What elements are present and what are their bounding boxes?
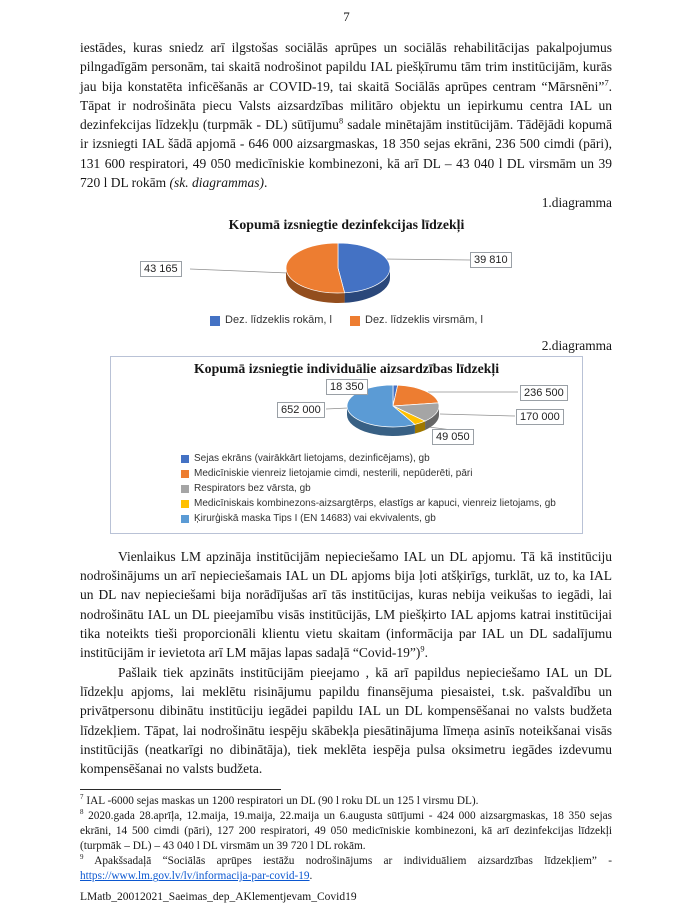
footnote-9: $^9$ Apakšsadaļā “Sociālās aprūpes iestāžu nodrošinājums ar individuāliem aizsardzības līdzekļiem” - https://www.lm.gov.lv/lv/informacija-par-covid-19. xyxy=(80,853,612,883)
chart-1-title: Kopumā izsniegtie dezinfekcijas līdzekļi xyxy=(228,217,465,233)
legend-label: Dez. līdzeklis rokām, l xyxy=(225,314,332,327)
legend-label: Dez. līdzeklis virsmām, l xyxy=(365,314,483,327)
legend-label: Sejas ekrāns (vairākkārt lietojams, dezinficējams), gb xyxy=(194,452,430,464)
data-label-respirators: 170 000 xyxy=(516,409,564,425)
leader-line xyxy=(440,414,515,416)
legend-swatch-icon xyxy=(181,485,189,493)
data-label-maska: 652 000 xyxy=(277,402,325,418)
legend-item-maska xyxy=(181,512,578,526)
chart-2-title: Kopumā izsniegtie individuālie aizsardzības līdzekļi xyxy=(193,360,500,376)
chart-1-disinfectants xyxy=(110,213,583,335)
legend-item-sejas-ekrans xyxy=(181,452,578,466)
chart-2-legend xyxy=(111,449,582,533)
lm-covid-link[interactable]: https://www.lm.gov.lv/lv/informacija-par-covid-19 xyxy=(80,870,310,883)
chart-2-plot-area xyxy=(111,379,582,449)
legend-label: Respirators bez vārsta, gb xyxy=(194,482,311,494)
chart-2-protective-equipment xyxy=(110,356,583,534)
legend-item-dl-virsmam xyxy=(350,314,483,328)
footnote-separator xyxy=(80,789,281,790)
legend-item-kombinezons xyxy=(181,497,578,511)
legend-item-cimdi xyxy=(181,467,578,481)
leader-line xyxy=(190,269,288,273)
leader-line xyxy=(326,408,348,409)
data-label-cimdi: 236 500 xyxy=(520,385,568,401)
chart-1-plot-area xyxy=(110,235,583,309)
data-label-dl-virsmam: 43 165 xyxy=(140,261,182,277)
page-content xyxy=(0,25,693,884)
document-id-footer: LMatb_20012021_Saeimas_dep_AKlementjevam_Covid19 xyxy=(80,891,357,903)
legend-label: Medicīniskais kombinezons-aizsargtērps, elastīgs ar kapuci, vienreiz lietojams, gb xyxy=(194,497,556,509)
data-label-dl-rokam: 39 810 xyxy=(470,252,512,268)
footnote-7: $^7$ IAL -6000 sejas maskas un 1200 respiratori un DL (90 l roku DL un 125 l virsmu DL). xyxy=(80,793,479,808)
footnote-8: $^8$ 2020.gada 28.aprīļa, 12.maija, 19.maija, 22.maija un 6.augusta sūtījumi - 424 000 aizsargmaskas, 18 350 sejas ekrāni, 14 500 cimdi (pāri), 127 200 respiratori, 49 050 medicīniskie kombinezoni, kā arī dezinfekcijas līdzekļi (turpmāk – DL) – 43 040 l DL virsmām un 39 720 l DL rokām. xyxy=(80,808,612,853)
leader-line xyxy=(383,259,470,260)
pie-slice xyxy=(393,385,438,406)
paragraph-3: Pašlaik tiek apzināts institūcijām pieejamo , kā arī papildus nepieciešamo IAL un DL līdzekļu apjoms, lai meklētu risinājumu papildu finansējuma piesaistei, t.sk. pašvaldību un privātpersonu dibinātu institūciju iegādei papildu IAL un DL kompensēšanai no valsts budžeta līdzekļiem. Tāpat, lai nodrošinātu iespēju skābekļa piesātinājuma līmeņa asinīs noteikšanai visās institūcijās (neatkarīgi no dibinātāja), tiek meklēta iespēja pulsa oksimetru iegādes izdevumu kompensēšanai no valsts budžeta. xyxy=(80,664,612,777)
data-label-kombinezons: 49 050 xyxy=(432,429,474,445)
legend-swatch-icon xyxy=(181,500,189,508)
legend-label: Ķirurģiskā maska Tips I (EN 14683) vai ekvivalents, gb xyxy=(194,512,436,524)
diagram-1-label: 1.diagramma xyxy=(541,195,612,211)
legend-swatch-icon xyxy=(181,455,189,463)
page-number: 7 xyxy=(343,9,350,24)
paragraph-2: Vienlaikus LM apzināja institūcijām nepieciešamo IAL un DL apjomu. Tā kā institūciju nodrošinājums un arī nepieciešamais IAL un DL apjoms bija ļoti atšķirīgs, turklāt, uz to, ka IAL un DL nav nepieciešami bija norādījušas arī tās institūcijas, kuras nebija veikušas to iegādi, lai nodrošinātu IAL un DL pieejamību visās institūcijās, LM piešķirto IAL apjoms katrai institūcijai tika noteikts tieši proporcionāli klientu vietu skaitam (informācija par IAL un DL sadalījumu institūcijām ir ievietota arī LM mājas lapas sadaļā “Covid-19”)$^9$. xyxy=(80,548,612,661)
data-label-sejas-ekrans: 18 350 xyxy=(326,379,368,395)
legend-label: Medicīniskie vienreiz lietojamie cimdi, nesterili, nepūderēti, pāri xyxy=(194,467,473,479)
legend-swatch-icon xyxy=(210,316,220,326)
legend-swatch-icon xyxy=(181,515,189,523)
legend-item-respirators xyxy=(181,482,578,496)
paragraph-1: iestādes, kuras sniedz arī ilgstošas sociālās aprūpes un sociālās rehabilitācijas pakalpojumus pilngadīgām personām, tai skaitā nodrošinot papildu IAL piešķīrumu tām trim institūcijām, kurās jau bija konstatēta inficēšanās ar COVID-19, tai skaitā Sociālās aprūpes centram “Mārsnēni”$^7$. Tāpat ir nodrošināta piecu Valsts aizsardzības militāro objektu un iepirkumu centra IAL un dezinfekcijas līdzekļu (turpmāk - DL) sūtījumu$^8$ sadale minētajām institūcijām. Tādējādi kopumā ir izsniegti IAL šādā apjomā - 646 000 aizsargmaskas, 18 350 sejas ekrāni, 236 500 cimdi (pāri), 131 600 respiratori, 49 050 medicīniskie kombinezoni, kā arī DL – 43 040 l DL virsmām un 39 720 l DL rokām (sk. diagrammas). xyxy=(80,40,612,191)
legend-swatch-icon xyxy=(181,470,189,478)
chart-1-legend xyxy=(110,309,583,335)
legend-item-dl-rokam xyxy=(210,314,332,328)
legend-swatch-icon xyxy=(350,316,360,326)
diagram-2-label: 2.diagramma xyxy=(541,337,612,353)
